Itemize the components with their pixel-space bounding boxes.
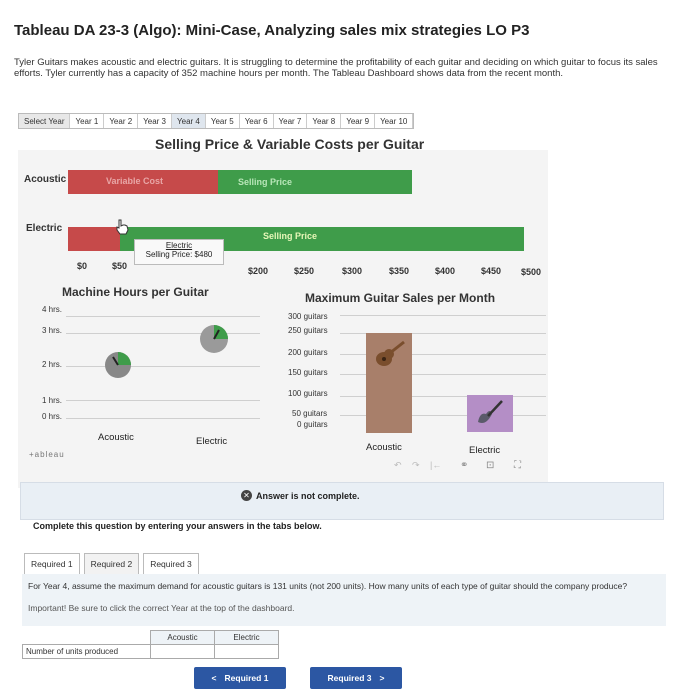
tab-required-1[interactable]: Required 1 [24, 553, 80, 575]
comment-icon[interactable]: ⊡ [486, 460, 495, 471]
instruction-text: Complete this question by entering your answers in the tabs below. [33, 521, 322, 531]
electric-guitar-icon [474, 398, 504, 428]
year-5-button[interactable]: Year 5 [206, 114, 240, 128]
next-required-button[interactable] [310, 667, 402, 689]
hours-gridline [66, 366, 260, 367]
share-icon[interactable]: ⚭ [460, 460, 469, 471]
chevron-right-icon: > [379, 673, 385, 683]
hours-cat-acoustic: Acoustic [98, 432, 134, 443]
x-tick: $250 [294, 266, 315, 276]
answer-status-box [20, 482, 664, 520]
electric-units-input[interactable] [215, 645, 279, 659]
hours-gridline [66, 333, 260, 334]
tab-required-2[interactable]: Required 2 [84, 553, 140, 575]
prev-required-button[interactable] [194, 667, 286, 689]
hours-tick: 2 hrs. [42, 360, 63, 369]
year-8-button[interactable]: Year 8 [307, 114, 341, 128]
x-tick: $400 [435, 266, 456, 276]
year-selector [18, 113, 414, 129]
x-tick: $350 [389, 266, 410, 276]
tooltip [134, 239, 224, 265]
col-header-electric: Electric [215, 631, 279, 645]
year-7-button[interactable]: Year 7 [274, 114, 308, 128]
max-sales-chart-title: Maximum Guitar Sales per Month [305, 291, 496, 305]
table-corner [23, 631, 151, 645]
row-label-electric: Electric [26, 223, 63, 234]
electric-selling-price-label: Selling Price [263, 231, 318, 241]
requirement-tabs [24, 553, 203, 575]
question-box [22, 574, 666, 626]
hours-gridline [66, 400, 260, 401]
fullscreen-icon[interactable]: ⛶ [514, 460, 521, 471]
variable-cost-label: Variable Cost [106, 176, 164, 186]
intro-text: Tyler Guitars makes acoustic and electric guitars. It is struggling to determine the profitability of each guitar and deciding on which guitar to focus its sales efforts. Tyler currently has a capacity of 352 machine hours per month. The Tableau Dashboard shows data from the recent month. [14, 57, 658, 79]
acoustic-hours-gauge-icon[interactable] [104, 351, 132, 379]
x-tick: $50 [112, 261, 128, 271]
x-tick: $500 [521, 267, 542, 277]
year-10-button[interactable]: Year 10 [375, 114, 413, 128]
tooltip-title: Electric [165, 241, 193, 250]
not-complete-text: Answer is not complete. [256, 490, 360, 501]
prev-label: Required 1 [224, 673, 269, 683]
x-tick: $0 [77, 261, 88, 271]
sales-tick: 200 guitars [288, 348, 328, 357]
select-year-label: Select Year [19, 114, 70, 128]
hours-gridline [66, 418, 260, 419]
row-label-units: Number of units produced [23, 645, 151, 659]
revert-icon[interactable]: |← [430, 460, 442, 470]
hours-tick: 0 hrs. [42, 412, 63, 421]
chevron-left-icon: < [211, 673, 217, 683]
machine-hours-chart-title: Machine Hours per Guitar [62, 285, 209, 299]
hours-tick: 1 hrs. [42, 396, 63, 405]
sales-cat-acoustic: Acoustic [366, 442, 402, 453]
year-4-button[interactable]: Year 4 [172, 114, 206, 128]
year-2-button[interactable]: Year 2 [104, 114, 138, 128]
year-6-button[interactable]: Year 6 [240, 114, 274, 128]
year-3-button[interactable]: Year 3 [138, 114, 172, 128]
sales-tick: 250 guitars [288, 326, 328, 335]
sales-tick: 100 guitars [288, 389, 328, 398]
year-1-button[interactable]: Year 1 [70, 114, 104, 128]
sales-tick: 50 guitars [292, 409, 328, 418]
sales-tick: 0 guitars [297, 420, 328, 429]
answer-table [22, 630, 279, 659]
price-cost-chart-title: Selling Price & Variable Costs per Guitar [155, 136, 425, 152]
row-label-acoustic: Acoustic [24, 174, 67, 185]
sales-tick: 150 guitars [288, 368, 328, 377]
acoustic-selling-price-label: Selling Price [238, 177, 293, 187]
tableau-logo: +ableau [29, 450, 65, 459]
question-text: For Year 4, assume the maximum demand for acoustic guitars is 131 units (not 200 units). How many units of each type of guitar should the company produce? [28, 581, 628, 591]
hand-cursor-icon [113, 218, 131, 236]
x-tick: $450 [481, 266, 502, 276]
acoustic-units-input[interactable] [151, 645, 215, 659]
x-tick: $200 [248, 266, 269, 276]
electric-hours-gauge-icon[interactable] [199, 324, 229, 354]
page-title: Tableau DA 23-3 (Algo): Mini-Case, Analyzing sales mix strategies LO P3 [14, 22, 530, 39]
error-icon: ✕ [241, 490, 252, 501]
hours-cat-electric: Electric [196, 436, 228, 447]
acoustic-guitar-icon [372, 338, 408, 368]
hours-tick: 3 hrs. [42, 326, 63, 335]
col-header-acoustic: Acoustic [151, 631, 215, 645]
hours-gridline [66, 316, 260, 317]
hours-tick: 4 hrs. [42, 305, 63, 314]
year-9-button[interactable]: Year 9 [341, 114, 375, 128]
sales-cat-electric: Electric [469, 445, 501, 456]
important-note: Important! Be sure to click the correct Year at the top of the dashboard. [28, 603, 295, 613]
x-tick: $300 [342, 266, 363, 276]
redo-icon[interactable]: ↷ [412, 460, 420, 470]
sales-gridline [340, 315, 546, 316]
next-label: Required 3 [327, 673, 372, 683]
undo-icon[interactable]: ↶ [394, 460, 402, 470]
tooltip-text: Selling Price: $480 [145, 250, 213, 259]
sales-tick: 300 guitars [288, 312, 328, 321]
tab-required-3[interactable]: Required 3 [143, 553, 199, 575]
